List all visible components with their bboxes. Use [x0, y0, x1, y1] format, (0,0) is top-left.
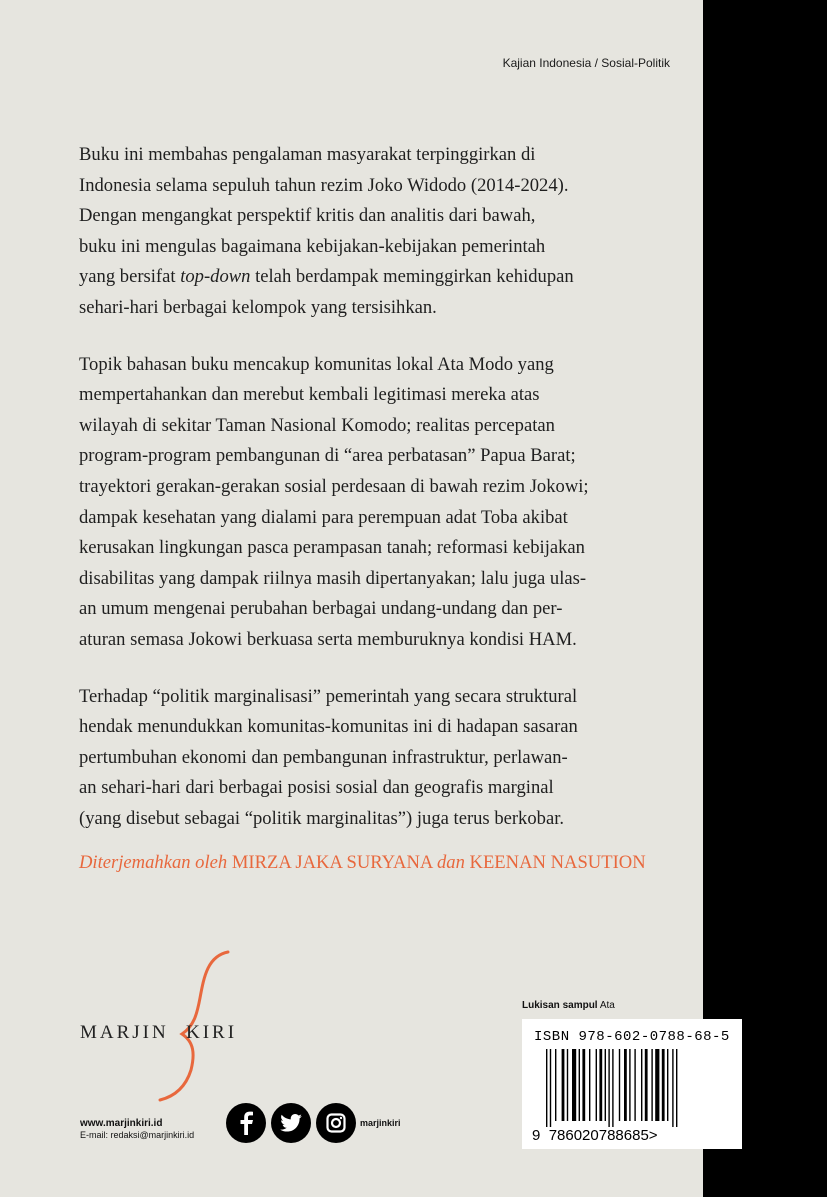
facebook-icon[interactable]: [226, 1103, 266, 1143]
cover-credit-label: Lukisan sampul: [522, 1000, 598, 1011]
barcode-bar: [596, 1049, 597, 1121]
barcode-bar: [655, 1049, 659, 1121]
barcode-bar: [589, 1049, 590, 1121]
blurb-line: Indonesia selama sepuluh tahun rezim Joko Widodo (2014-2024).: [79, 174, 569, 196]
barcode-bar: [567, 1049, 568, 1121]
barcode-bar: [608, 1049, 609, 1127]
blurb-paragraph-3: [79, 682, 669, 835]
publisher-contact: [80, 1118, 194, 1140]
publisher-logo: [80, 950, 250, 1105]
barcode-bar: [634, 1049, 635, 1121]
barcode: [544, 1049, 724, 1127]
translator-name: MIRZA JAKA SURYANA: [231, 852, 433, 873]
barcode-number: 786020788685: [548, 1127, 649, 1144]
blurb-line: Topik bahasan buku mencakup komunitas lokal Ata Modo yang: [79, 353, 554, 375]
blurb-line: aturan semasa Jokowi berkuasa serta memburuknya kondisi HAM.: [79, 628, 577, 650]
barcode-bar: [662, 1049, 665, 1121]
blurb-line: pertumbuhan ekonomi dan pembangunan infrastruktur, perlawan-: [79, 746, 568, 768]
blurb-line: program-program pembangunan di “area perbatasan” Papua Barat;: [79, 445, 576, 467]
barcode-bar: [605, 1049, 606, 1121]
barcode-bar: [582, 1049, 585, 1121]
category-label: Kajian Indonesia / Sosial-Politik: [502, 56, 670, 70]
social-handle: marjinkiri: [360, 1118, 401, 1128]
barcode-bar: [599, 1049, 602, 1121]
translator-name: KEENAN NASUTION: [469, 852, 646, 873]
barcode-bar: [629, 1049, 630, 1121]
blurb-line: hendak menundukkan komunitas-komunitas ini di hadapan sasaran: [79, 716, 578, 738]
barcode-bar: [645, 1049, 648, 1121]
barcode-bar: [555, 1049, 556, 1121]
blurb-emphasis: top-down: [180, 266, 251, 288]
blurb-line: (yang disebut sebagai “politik marginalitas”) juga terus berkobar.: [79, 807, 565, 829]
barcode-bar: [550, 1049, 551, 1127]
blurb-line: Terhadap “politik marginalisasi” pemerintah yang secara struktural: [79, 685, 578, 707]
blurb-line: an sehari-hari dari berbagai posisi sosial dan geografis marginal: [79, 777, 554, 799]
logo-text-right: KIRI: [186, 1022, 238, 1043]
translator-credit: [79, 852, 646, 874]
barcode-bar: [651, 1049, 652, 1121]
blurb-line: buku ini mengulas bagaimana kebijakan-kebijakan pemerintah: [79, 235, 546, 257]
isbn-text: ISBN 978-602-0788-68-5: [534, 1029, 730, 1045]
barcode-bar: [619, 1049, 620, 1121]
cover-art-credit: [522, 1000, 615, 1011]
blurb-line: kerusakan lingkungan pasca perampasan tanah; reformasi kebijakan: [79, 537, 585, 559]
barcode-bar: [667, 1049, 668, 1121]
blurb-text: telah berdampak meminggirkan kehidupan: [250, 266, 574, 288]
blurb-line: Buku ini membahas pengalaman masyarakat terpinggirkan di: [79, 144, 536, 165]
credit-prefix: Diterjemahkan oleh: [79, 852, 228, 873]
blurb-text: yang bersifat: [79, 266, 181, 288]
cover-credit-name: Ata: [599, 1000, 615, 1011]
barcode-bar: [579, 1049, 580, 1121]
barcode-prefix-digit: 9: [532, 1127, 541, 1144]
blurb-line: Dengan mengangkat perspektif kritis dan analitis dari bawah,: [79, 205, 536, 227]
logo-text-left: MARJIN: [80, 1022, 169, 1043]
barcode-digits: [532, 1127, 658, 1144]
twitter-icon[interactable]: [271, 1103, 311, 1143]
blurb-line: sehari-hari berbagai kelompok yang tersisihkan.: [79, 296, 437, 318]
book-spine: [703, 0, 827, 1197]
email-text: E-mail: redaksi@marjinkiri.id: [80, 1130, 195, 1140]
blurb-line: trayektori gerakan-gerakan sosial perdesaan di bawah rezim Jokowi;: [79, 475, 589, 497]
barcode-bar: [624, 1049, 627, 1121]
barcode-bar: [676, 1049, 677, 1127]
blurb-line: dampak kesehatan yang dialami para perempuan adat Toba akibat: [79, 506, 568, 528]
blurb: [79, 140, 669, 860]
barcode-panel: [522, 1019, 742, 1149]
credit-conjunction: dan: [436, 852, 465, 873]
barcode-bar: [562, 1049, 565, 1121]
blurb-line: an umum mengenai perubahan berbagai undang-undang dan per-: [79, 598, 563, 620]
blurb-line: mempertahankan dan merebut kembali legitimasi mereka atas: [79, 384, 540, 406]
blurb-line: [79, 262, 669, 293]
website-link[interactable]: www.marjinkiri.id: [80, 1118, 163, 1129]
barcode-bar: [641, 1049, 642, 1121]
blurb-paragraph-1: [79, 140, 669, 324]
barcode-bar: [612, 1049, 613, 1127]
blurb-line: wilayah di sekitar Taman Nasional Komodo; realitas percepatan: [79, 414, 555, 436]
instagram-icon[interactable]: [316, 1103, 356, 1143]
blurb-paragraph-2: [79, 350, 669, 656]
barcode-bar: [546, 1049, 547, 1127]
barcode-arrow: >: [648, 1127, 658, 1144]
barcode-bar: [672, 1049, 673, 1127]
barcode-bar: [572, 1049, 576, 1121]
blurb-line: disabilitas yang dampak riilnya masih dipertanyakan; lalu juga ulas-: [79, 567, 587, 589]
